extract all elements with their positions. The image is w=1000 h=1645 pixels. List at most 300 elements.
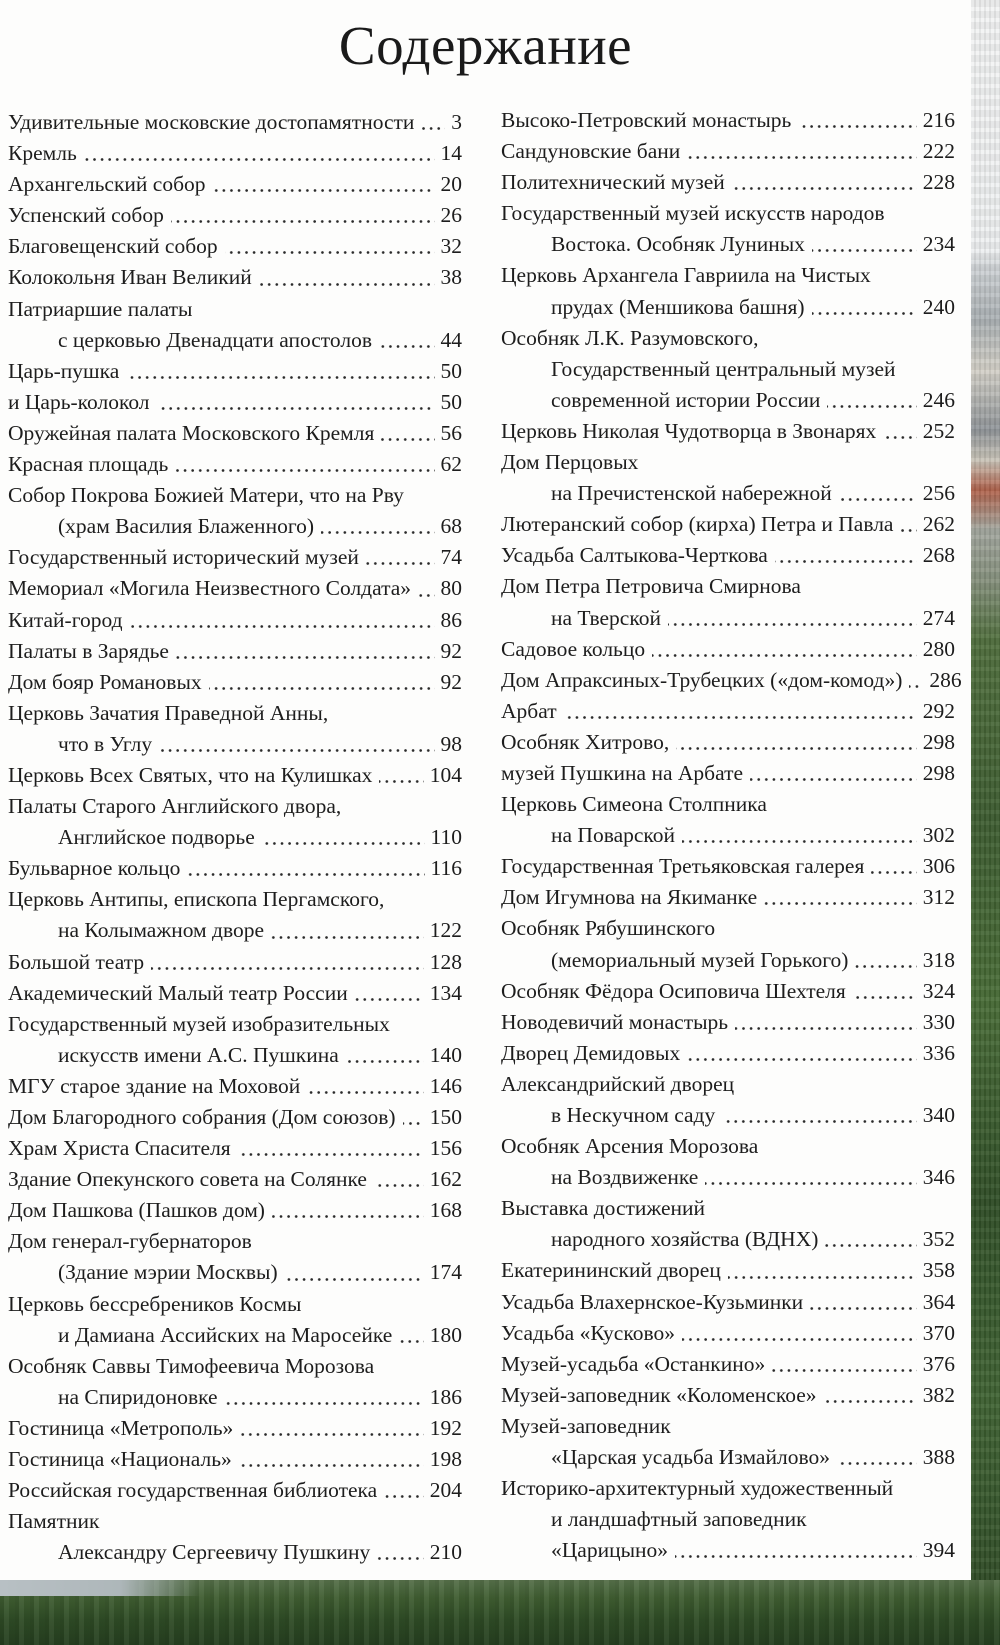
dot-leader xyxy=(355,998,424,1001)
toc-page-number: 186 xyxy=(429,1384,462,1409)
toc-page-number: 352 xyxy=(922,1227,955,1252)
toc-entry xyxy=(8,636,462,667)
toc-entry xyxy=(8,1289,462,1320)
toc-entry-title: Гостиница «Националь» xyxy=(8,1447,232,1472)
toc-entry-title: Дом Пашкова (Пашков дом) xyxy=(8,1198,265,1223)
toc-entry-title: Дворец Демидовых xyxy=(501,1040,681,1065)
toc-page-number: 210 xyxy=(429,1540,462,1565)
toc-page-number: 302 xyxy=(922,823,955,848)
toc-entry xyxy=(8,1226,462,1257)
toc-page-number: 150 xyxy=(429,1105,462,1129)
dot-leader xyxy=(126,376,434,379)
toc-entry-title: Особняк Фёдора Осиповича Шехтеля xyxy=(501,978,846,1003)
dot-leader xyxy=(772,1369,917,1372)
toc-entry-title: (мемориальный музей Горького) xyxy=(551,947,849,972)
dot-leader xyxy=(652,654,917,657)
toc-entry-title: Государственный музей искусств народов xyxy=(501,201,885,226)
toc-entry xyxy=(501,1535,955,1566)
toc-entry xyxy=(501,136,955,167)
toc-page-number: 394 xyxy=(922,1538,955,1563)
toc-entry-title: Здание Опекунского совета на Солянке xyxy=(8,1167,367,1192)
toc-entry-title: Российская государственная библиотека xyxy=(8,1478,378,1503)
toc-entry-title: и Царь-колокол xyxy=(8,389,150,414)
toc-entry-title: Усадьба «Кусково» xyxy=(501,1320,675,1345)
toc-entry-title: «Царская усадьба Измайлово» xyxy=(551,1445,830,1470)
toc-entry-title: (храм Василия Блаженного) xyxy=(58,514,315,539)
toc-page-number: 222 xyxy=(922,139,955,164)
toc-entry xyxy=(501,1007,955,1038)
dot-leader xyxy=(418,594,434,597)
dot-leader xyxy=(871,871,916,874)
toc-page-number: 62 xyxy=(440,452,462,477)
toc-entry xyxy=(8,542,462,573)
toc-entry-title: что в Углу xyxy=(58,731,153,756)
toc-entry-title: Китай-город xyxy=(8,607,123,632)
toc-entry-title: и ландшафтный заповедник xyxy=(551,1507,807,1532)
toc-page-number: 3 xyxy=(451,110,462,134)
toc-entry xyxy=(8,1444,462,1475)
toc-page-number: 174 xyxy=(429,1260,462,1285)
toc-entry-title: Лютеранский собор (кирха) Петра и Павла xyxy=(501,512,894,537)
toc-entry xyxy=(501,1349,955,1380)
toc-entry-title: Благовещенский собор xyxy=(8,234,218,259)
toc-page-number: 38 xyxy=(440,265,462,290)
toc-entry xyxy=(8,107,462,138)
toc-entry xyxy=(501,945,955,976)
toc-page-number: 98 xyxy=(440,731,462,756)
toc-entry-title: на Воздвиженке xyxy=(551,1165,699,1190)
toc-entry xyxy=(501,696,955,727)
toc-entry xyxy=(8,262,462,293)
toc-entry xyxy=(501,1100,955,1131)
toc-entry-title: Палаты в Зарядье xyxy=(8,638,169,663)
toc-page-number: 340 xyxy=(922,1103,955,1127)
dot-leader xyxy=(909,685,923,688)
toc-page-number: 140 xyxy=(429,1042,462,1067)
dot-leader xyxy=(321,531,434,534)
dot-leader xyxy=(810,1307,917,1310)
toc-page-number: 86 xyxy=(440,607,462,632)
toc-entry-title: Дом генерал-губернаторов xyxy=(8,1229,252,1254)
dot-leader xyxy=(240,1433,424,1436)
toc-entry xyxy=(8,1475,462,1506)
toc-entry-title: народного хозяйства (ВДНХ) xyxy=(551,1227,819,1252)
toc-entry-title: Арбат xyxy=(501,698,557,723)
toc-entry-title: на Спиридоновке xyxy=(58,1384,218,1409)
dot-leader xyxy=(374,1184,424,1187)
dot-leader xyxy=(732,187,917,190)
toc-entry xyxy=(501,1287,955,1318)
toc-entry-title: Высоко-Петровский монастырь xyxy=(501,108,792,132)
toc-entry xyxy=(8,729,462,760)
toc-entry xyxy=(8,325,462,356)
toc-entry-title: Особняк Хитрово, xyxy=(501,729,670,754)
toc-entry xyxy=(501,882,955,913)
dot-leader xyxy=(421,127,445,130)
toc-entry-title: Востока. Особняк Луниных xyxy=(551,232,805,257)
toc-entry xyxy=(8,605,462,636)
toc-entry xyxy=(501,323,955,354)
toc-entry xyxy=(501,1442,955,1473)
toc-entry xyxy=(8,1102,462,1133)
toc-page-number: 280 xyxy=(922,636,955,661)
toc-entry xyxy=(8,200,462,231)
toc-entry xyxy=(501,416,955,447)
dot-leader xyxy=(381,438,434,441)
toc-entry xyxy=(501,1193,955,1224)
toc-page-number: 312 xyxy=(922,885,955,910)
toc-entry xyxy=(501,665,962,696)
toc-entry-title: Сандуновские бани xyxy=(501,139,681,164)
toc-page-number: 252 xyxy=(922,418,955,443)
toc-page-number: 68 xyxy=(440,514,462,539)
toc-entry-title: МГУ старое здание на Моховой xyxy=(8,1073,301,1098)
toc-entry-title: Красная площадь xyxy=(8,452,169,477)
toc-entry-title: Бульварное кольцо xyxy=(8,856,181,881)
toc-entry-title: Гостиница «Метрополь» xyxy=(8,1415,234,1440)
toc-entry xyxy=(8,1195,462,1226)
toc-entry xyxy=(501,1038,955,1069)
dot-leader xyxy=(151,967,424,970)
toc-entry-title: Успенский собор xyxy=(8,203,164,228)
toc-entry xyxy=(501,727,955,758)
toc-page-number: 122 xyxy=(429,918,462,943)
toc-entry-title: Архангельский собор xyxy=(8,172,206,197)
toc-entry-title: Академический Малый театр России xyxy=(8,980,348,1005)
toc-entry-title: и Дамиана Ассийских на Маросейке xyxy=(58,1322,393,1347)
toc-entry-title: Музей-заповедник xyxy=(501,1413,671,1438)
dot-leader xyxy=(812,249,917,252)
toc-page-number: 382 xyxy=(922,1382,955,1407)
toc-page-number: 74 xyxy=(440,545,462,570)
dot-leader xyxy=(176,656,435,659)
toc-entry-title: на Пречистенской набережной xyxy=(551,481,832,506)
toc-entry xyxy=(501,447,955,478)
toc-entry-title: Удивительные московские достопамятности xyxy=(8,110,415,134)
toc-entry xyxy=(8,231,462,262)
toc-entry xyxy=(501,1162,955,1193)
toc-page-number: 180 xyxy=(429,1322,462,1347)
toc-entry-title: с церковью Двенадцати апостолов xyxy=(58,327,373,352)
toc-entry-title: на Колымажном дворе xyxy=(58,918,265,943)
toc-page-number: 32 xyxy=(440,234,462,259)
toc-right-column xyxy=(501,105,962,1566)
toc-entry-title: Английское подворье xyxy=(58,825,255,850)
toc-left-column xyxy=(8,107,462,1568)
toc-entry xyxy=(501,260,955,291)
toc-entry-title: «Царицыно» xyxy=(551,1538,669,1563)
toc-page-number: 20 xyxy=(440,172,462,197)
toc-entry xyxy=(501,509,955,540)
toc-page-number: 56 xyxy=(440,420,462,445)
dot-leader xyxy=(399,1340,423,1343)
toc-page-number: 298 xyxy=(922,729,955,754)
toc-entry-title: Музей-усадьба «Останкино» xyxy=(501,1351,766,1376)
toc-page-number: 50 xyxy=(440,358,462,383)
toc-entry-title: Большой театр xyxy=(8,949,145,974)
toc-page-number: 292 xyxy=(922,698,955,723)
dot-leader xyxy=(171,220,435,223)
toc-entry xyxy=(8,1506,462,1537)
toc-page-number: 80 xyxy=(440,576,462,601)
toc-entry xyxy=(501,1224,955,1255)
toc-entry-title: в Нескучном саду xyxy=(551,1103,716,1127)
toc-entry xyxy=(501,354,955,385)
toc-page-number: 26 xyxy=(440,203,462,228)
toc-page-number: 318 xyxy=(922,947,955,972)
toc-page-number: 370 xyxy=(922,1320,955,1345)
toc-entry xyxy=(501,229,955,260)
toc-entry xyxy=(8,1133,462,1164)
dot-leader xyxy=(175,469,434,472)
toc-page-number: 204 xyxy=(429,1478,462,1503)
toc-page-number: 298 xyxy=(922,760,955,785)
toc-entry-title: Палаты Старого Английского двора, xyxy=(8,794,342,819)
toc-entry xyxy=(501,913,955,944)
toc-page-number: 274 xyxy=(922,605,955,630)
toc-entry xyxy=(501,385,955,416)
toc-entry xyxy=(501,820,955,851)
toc-page-number: 262 xyxy=(922,512,955,537)
toc-entry xyxy=(501,571,955,602)
toc-entry xyxy=(501,198,955,229)
dot-leader xyxy=(883,436,917,439)
toc-entry xyxy=(501,603,955,634)
toc-entry-title: Выставка достижений xyxy=(501,1196,706,1221)
toc-page-number: 146 xyxy=(429,1073,462,1098)
toc-entry-title: Особняк Л.К. Разумовского, xyxy=(501,325,759,350)
toc-entry-title: на Поварской xyxy=(551,823,676,848)
dot-leader xyxy=(687,156,916,159)
toc-page-number: 346 xyxy=(922,1165,955,1190)
dot-leader xyxy=(157,407,435,410)
toc-entry-title: Усадьба Влахернское-Кузьминки xyxy=(501,1289,804,1314)
toc-entry-title: Дом Игумнова на Якиманке xyxy=(501,885,758,910)
dot-leader xyxy=(682,840,917,843)
dot-leader xyxy=(384,1495,424,1498)
toc-page-number: 376 xyxy=(922,1351,955,1376)
toc-entry xyxy=(8,1382,462,1413)
toc-page-number: 216 xyxy=(922,108,955,132)
toc-entry-title: музей Пушкина на Арбате xyxy=(501,760,744,785)
toc-entry-title: Историко-архитектурный художественный xyxy=(501,1476,894,1501)
toc-entry xyxy=(8,667,462,698)
toc-entry-title: Александрийский дворец xyxy=(501,1071,735,1096)
toc-entry xyxy=(501,105,955,136)
background-photo-right-strip xyxy=(971,0,1000,1645)
dot-leader xyxy=(855,965,916,968)
toc-page-number: 364 xyxy=(922,1289,955,1314)
toc-entry xyxy=(8,138,462,169)
toc-page-number: 246 xyxy=(922,387,955,412)
toc-entry xyxy=(8,1071,462,1102)
toc-entry-title: Екатерининский дворец xyxy=(501,1258,721,1283)
toc-entry-title: Музей-заповедник «Коломенское» xyxy=(501,1382,817,1407)
toc-entry-title: Церковь Всех Святых, что на Кулишках xyxy=(8,762,373,787)
dot-leader xyxy=(403,1122,424,1125)
toc-entry-title: Церковь Архангела Гавриила на Чистых xyxy=(501,263,871,288)
dot-leader xyxy=(259,283,435,286)
toc-entry-title: Собор Покрова Божией Матери, что на Рву xyxy=(8,483,404,508)
toc-entry xyxy=(8,1320,462,1351)
toc-page-number: 388 xyxy=(922,1445,955,1470)
toc-page-number: 234 xyxy=(922,232,955,257)
dot-leader xyxy=(728,1276,917,1279)
toc-entry-title: Александру Сергеевичу Пушкину xyxy=(58,1540,371,1565)
dot-leader xyxy=(379,345,434,348)
toc-entry-title: Садовое кольцо xyxy=(501,636,646,661)
dot-leader xyxy=(853,996,917,999)
toc-page-number: 240 xyxy=(922,294,955,319)
dot-leader xyxy=(262,842,425,845)
toc-entry-title: Политехнический музей xyxy=(501,170,725,195)
toc-entry-title: Государственный музей изобразительных xyxy=(8,1011,390,1036)
dot-leader xyxy=(824,1400,917,1403)
dot-leader xyxy=(272,1215,424,1218)
background-photo-water xyxy=(0,1578,200,1596)
dot-leader xyxy=(687,1058,917,1061)
dot-leader xyxy=(564,716,917,719)
toc-entry xyxy=(501,758,955,789)
toc-entry-title: Усадьба Салтыкова-Черткова xyxy=(501,543,768,568)
toc-entry-title: Церковь Симеона Столпника xyxy=(501,792,767,817)
toc-page-number: 228 xyxy=(922,170,955,195)
dot-leader xyxy=(668,623,917,626)
toc-page-number: 268 xyxy=(922,543,955,568)
toc-entry xyxy=(8,1351,462,1382)
toc-entry-title: Царь-пушка xyxy=(8,358,120,383)
toc-entry xyxy=(8,387,462,418)
dot-leader xyxy=(837,1462,917,1465)
toc-entry-title: Новодевичий монастырь xyxy=(501,1009,729,1034)
dot-leader xyxy=(307,1091,424,1094)
dot-leader xyxy=(379,780,423,783)
toc-entry-title: Государственный исторический музей xyxy=(8,545,359,570)
toc-entry xyxy=(8,978,462,1009)
toc-entry xyxy=(8,915,462,946)
toc-page-number: 358 xyxy=(922,1258,955,1283)
toc-entry xyxy=(501,1473,955,1504)
toc-entry-title: Церковь Николая Чудотворца в Звонарях xyxy=(501,418,877,443)
dot-leader xyxy=(130,625,435,628)
toc-entry xyxy=(8,947,462,978)
toc-entry-title: Патриаршие палаты xyxy=(8,296,193,321)
toc-entry xyxy=(501,1255,955,1286)
toc-entry-title: Государственный центральный музей xyxy=(551,356,896,381)
toc-entry-title: Государственная Третьяковская галерея xyxy=(501,854,865,879)
toc-entry-title: Особняк Рябушинского xyxy=(501,916,716,941)
toc-entry xyxy=(8,480,462,511)
toc-entry xyxy=(8,418,462,449)
toc-page-number: 104 xyxy=(429,762,462,787)
toc-page-number: 116 xyxy=(430,856,462,881)
toc-entry xyxy=(8,760,462,791)
toc-entry-title: на Тверской xyxy=(551,605,661,630)
toc-page-number: 256 xyxy=(922,481,955,506)
dot-leader xyxy=(675,1555,917,1558)
dot-leader xyxy=(676,747,916,750)
toc-entry-title: прудах (Меншикова башня) xyxy=(551,294,805,319)
dot-leader xyxy=(775,560,917,563)
toc-page-number: 50 xyxy=(440,389,462,414)
dot-leader xyxy=(209,687,435,690)
toc-page-number: 306 xyxy=(922,854,955,879)
toc-entry xyxy=(8,1009,462,1040)
toc-entry-title: Памятник xyxy=(8,1509,100,1534)
toc-page-number: 324 xyxy=(922,978,955,1003)
toc-entry xyxy=(8,1257,462,1288)
toc-entry xyxy=(501,292,955,323)
dot-leader xyxy=(722,1120,917,1123)
dot-leader xyxy=(225,1402,424,1405)
toc-entry xyxy=(501,1131,955,1162)
toc-page-number: 286 xyxy=(929,667,962,692)
toc-entry xyxy=(501,1411,955,1442)
toc-entry xyxy=(8,1413,462,1444)
dot-leader xyxy=(238,1153,424,1156)
toc-entry xyxy=(8,169,462,200)
toc-entry xyxy=(501,1380,955,1411)
toc-entry xyxy=(501,634,955,665)
toc-entry xyxy=(501,1069,955,1100)
toc-entry-title: Дом Благородного собрания (Дом союзов) xyxy=(8,1105,396,1129)
toc-entry xyxy=(8,698,462,729)
toc-entry xyxy=(8,573,462,604)
dot-leader xyxy=(764,902,917,905)
dot-leader xyxy=(225,251,435,254)
toc-page-number: 330 xyxy=(922,1009,955,1034)
dot-leader xyxy=(682,1338,917,1341)
toc-page-number: 156 xyxy=(429,1136,462,1161)
toc-page-number: 44 xyxy=(440,327,462,352)
toc-entry xyxy=(8,449,462,480)
toc-entry-title: Кремль xyxy=(8,141,77,166)
toc-page-number: 110 xyxy=(430,825,462,850)
dot-leader xyxy=(84,158,435,161)
dot-leader xyxy=(366,562,435,565)
dot-leader xyxy=(900,529,916,532)
dot-leader xyxy=(346,1060,424,1063)
dot-leader xyxy=(705,1182,916,1185)
toc-page-number: 92 xyxy=(440,669,462,694)
toc-entry-title: Дом Апраксиных-Трубецких («дом-комод») xyxy=(501,667,903,692)
toc-entry-title: Оружейная палата Московского Кремля xyxy=(8,420,375,445)
toc-entry xyxy=(8,356,462,387)
toc-page-number: 336 xyxy=(922,1040,955,1065)
toc-entry-title: искусств имени А.С. Пушкина xyxy=(58,1042,339,1067)
toc-entry-title: Особняк Арсения Морозова xyxy=(501,1134,759,1159)
toc-entry-title: (Здание мэрии Москвы) xyxy=(58,1260,278,1285)
toc-entry-title: Церковь бессребреников Космы xyxy=(8,1291,302,1316)
toc-entry xyxy=(501,1504,955,1535)
toc-entry-title: современной истории России xyxy=(551,387,821,412)
toc-entry-title: Колокольня Иван Великий xyxy=(8,265,252,290)
toc-page-number: 128 xyxy=(429,949,462,974)
toc-page-number: 192 xyxy=(429,1415,462,1440)
dot-leader xyxy=(239,1464,424,1467)
toc-entry xyxy=(8,1164,462,1195)
toc-entry-title: Особняк Саввы Тимофеевича Морозова xyxy=(8,1353,375,1378)
toc-page-number: 134 xyxy=(429,980,462,1005)
toc-entry xyxy=(501,1318,955,1349)
toc-entry xyxy=(8,1537,462,1568)
toc-entry-title: Церковь Зачатия Праведной Анны, xyxy=(8,700,329,725)
toc-entry xyxy=(8,294,462,325)
dot-leader xyxy=(187,873,424,876)
dot-leader xyxy=(735,1027,917,1030)
toc-entry xyxy=(8,791,462,822)
toc-entry-title: Дом бояр Романовых xyxy=(8,669,202,694)
